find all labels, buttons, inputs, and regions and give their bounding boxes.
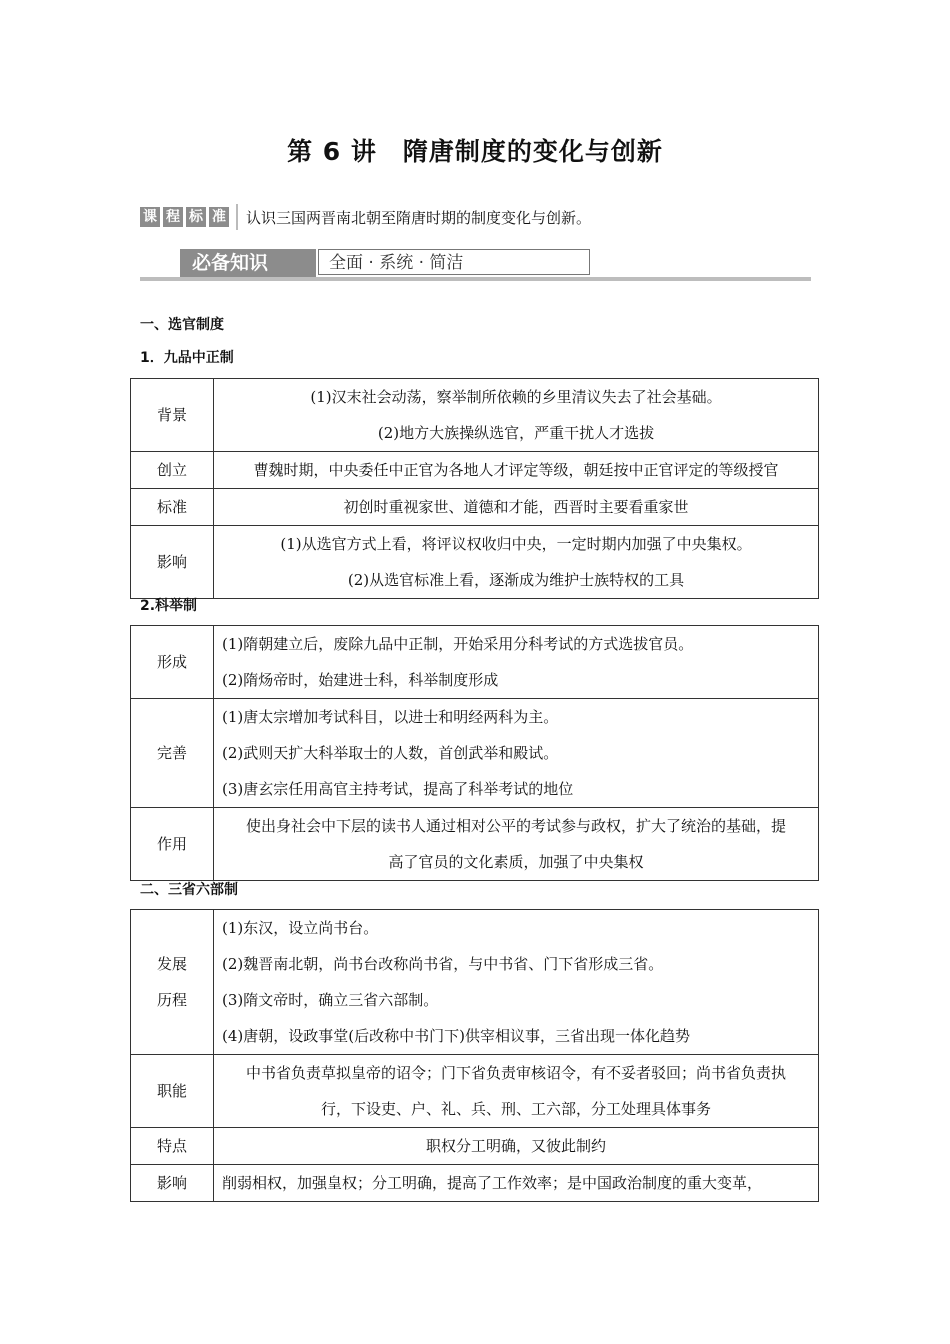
row-content <box>214 626 819 699</box>
content-line: (1)唐太宗增加考试科目，以进士和明经两科为主。 <box>222 708 559 726</box>
curriculum-standard <box>140 203 591 231</box>
table-three-departments <box>130 909 819 1202</box>
row-label: 完善 <box>131 699 214 808</box>
table-row <box>131 910 819 1055</box>
row-label-line: 历程 <box>156 991 187 1009</box>
content-line: (3)隋文帝时，确立三省六部制。 <box>222 991 439 1009</box>
row-content <box>214 1055 819 1128</box>
row-label-line: 发展 <box>156 955 187 973</box>
content-line: (1)汉末社会动荡，察举制所依赖的乡里清议失去了社会基础。 <box>310 388 722 406</box>
content-line: 削弱相权，加强皇权；分工明确，提高了工作效率；是中国政治制度的重大变革， <box>222 1174 763 1192</box>
banner-light-label: 全面 · 系统 · 简洁 <box>318 249 590 275</box>
standard-label-char: 程 <box>163 207 183 227</box>
row-label: 标准 <box>131 489 214 526</box>
standard-divider <box>236 204 238 230</box>
table-imperial-exam <box>130 625 819 881</box>
row-content <box>214 808 819 881</box>
table-row <box>131 626 819 699</box>
table-row <box>131 526 819 599</box>
content-line: 行，下设吏、户、礼、兵、刑、工六部，分工处理具体事务 <box>320 1100 711 1118</box>
content-line: (1)从选官方式上看，将评议权收归中央，一定时期内加强了中央集权。 <box>280 535 752 553</box>
table-row <box>131 1165 819 1202</box>
table-row <box>131 489 819 526</box>
page-title: 第 6 讲 隋唐制度的变化与创新 <box>287 137 663 166</box>
row-label: 创立 <box>131 452 214 489</box>
content-line: (2)从选官标准上看，逐渐成为维护士族特权的工具 <box>347 571 685 589</box>
table-row <box>131 379 819 452</box>
table-row <box>131 1128 819 1165</box>
row-content <box>214 526 819 599</box>
content-line: (3)唐玄宗任用高官主持考试，提高了科举考试的地位 <box>222 780 574 798</box>
table-row <box>131 452 819 489</box>
table-nine-rank-system <box>130 378 819 599</box>
banner-underline <box>140 277 811 281</box>
section-heading: 二、三省六部制 <box>140 882 238 898</box>
row-label: 特点 <box>131 1128 214 1165</box>
standard-label-char: 标 <box>186 207 206 227</box>
content-line: (4)唐朝，设政事堂(后改称中书门下)供宰相议事，三省出现一体化趋势 <box>222 1027 690 1045</box>
table-row <box>131 699 819 808</box>
row-content <box>214 489 819 526</box>
row-label <box>131 910 214 1055</box>
row-content <box>214 1128 819 1165</box>
row-content <box>214 379 819 452</box>
row-content <box>214 1165 819 1202</box>
row-content <box>214 699 819 808</box>
table-row <box>131 1055 819 1128</box>
content-line: (2)地方大族操纵选官，严重干扰人才选拔 <box>377 424 655 442</box>
standard-text: 认识三国两晋南北朝至隋唐时期的制度变化与创新。 <box>246 208 592 227</box>
row-content <box>214 910 819 1055</box>
subsection-heading: 2.科举制 <box>140 598 198 614</box>
content-line: 曹魏时期，中央委任中正官为各地人才评定等级，朝廷按中正官评定的等级授官 <box>253 461 779 479</box>
content-line: (2)魏晋南北朝，尚书台改称尚书省，与中书省、门下省形成三省。 <box>222 955 664 973</box>
content-line: (1)隋朝建立后，废除九品中正制，开始采用分科考试的方式选拔官员。 <box>222 635 694 653</box>
row-content <box>214 452 819 489</box>
row-label: 影响 <box>131 526 214 599</box>
content-line: 初创时重视家世、道德和才能，西晋时主要看重家世 <box>343 498 689 516</box>
table-row <box>131 808 819 881</box>
content-line: 职权分工明确，又彼此制约 <box>425 1137 606 1155</box>
content-line: 中书省负责草拟皇帝的诏令；门下省负责审核诏令，有不妥者驳回；尚书省负责执 <box>245 1064 786 1082</box>
subsection-heading: 1．九品中正制 <box>140 350 234 366</box>
row-label: 作用 <box>131 808 214 881</box>
row-label: 职能 <box>131 1055 214 1128</box>
content-line: (2)武则天扩大科举取士的人数，首创武举和殿试。 <box>222 744 559 762</box>
row-label: 影响 <box>131 1165 214 1202</box>
content-line: 高了官员的文化素质，加强了中央集权 <box>388 853 644 871</box>
section-heading: 一、选官制度 <box>140 317 224 333</box>
standard-label-char: 准 <box>209 207 229 227</box>
standard-label <box>140 207 232 227</box>
content-line: (1)东汉，设立尚书台。 <box>222 919 379 937</box>
row-label: 背景 <box>131 379 214 452</box>
content-line: 使出身社会中下层的读书人通过相对公平的考试参与政权，扩大了统治的基础，提 <box>245 817 786 835</box>
knowledge-banner <box>140 248 811 282</box>
standard-label-char: 课 <box>140 207 160 227</box>
banner-dark-label: 必备知识 <box>180 249 316 277</box>
content-line: (2)隋炀帝时，始建进士科，科举制度形成 <box>222 671 499 689</box>
row-label: 形成 <box>131 626 214 699</box>
